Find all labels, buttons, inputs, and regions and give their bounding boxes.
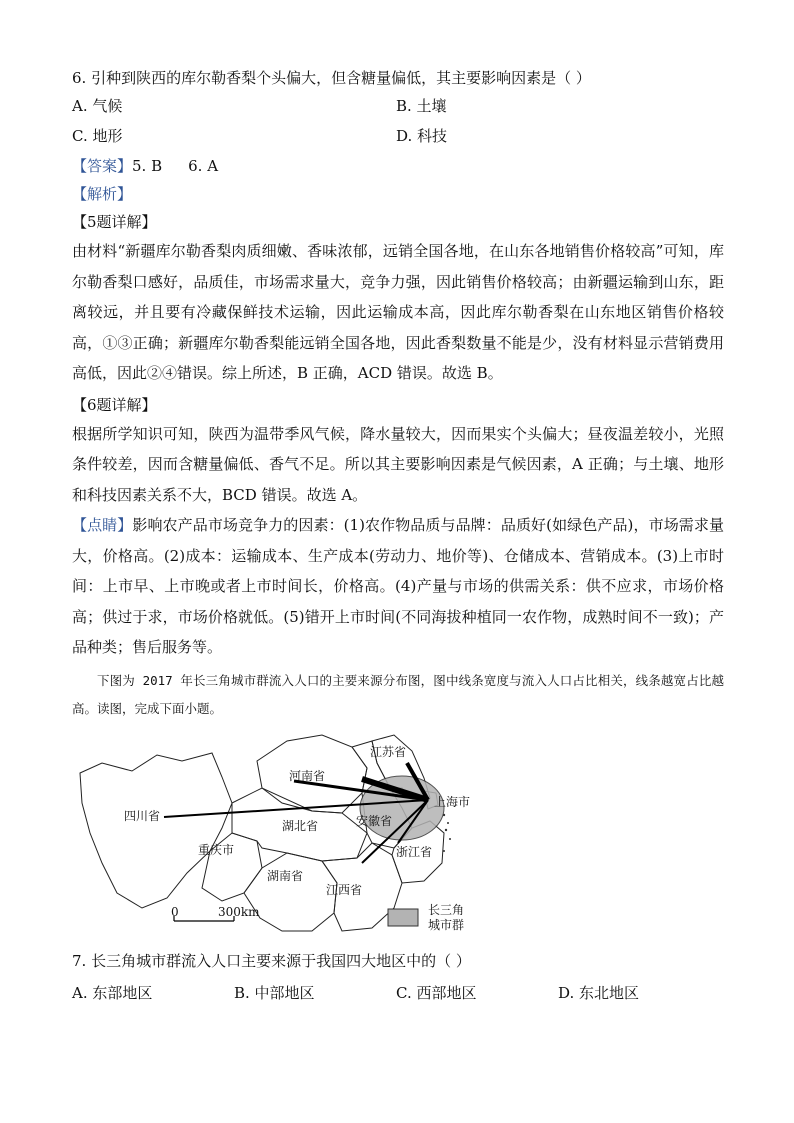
yangtze-delta-region: [360, 776, 444, 840]
q7-option-c: C. 西部地区: [396, 983, 477, 1002]
population-flow-map: [72, 733, 724, 933]
q5-detail-text: 由材料“新疆库尔勒香梨肉质细嫩、香味浓郁，远销全国各地，在山东各地销售价格较高”可知，库尔勒香梨口感好，品质佳，市场需求量大，竞争力强，因此销售价格较高；由新疆运输到山东，距离较远，并且要有冷藏保鲜技术运输，因此运输成本高，因此库尔勒香梨在山东地区销售价格较高，①③正确；新疆库尔勒香梨能远销全国各地，因此香梨数量不能是少，没有材料显示营销费用高低，因此②④错误。综上所述，B 正确，ACD 错误。故选 B。: [72, 242, 724, 382]
label-jiangxi: 江西省: [326, 882, 363, 897]
q6-stem: 6. 引种到陕西的库尔勒香梨个头偏大，但含糖量偏低，其主要影响因素是（ ）: [72, 69, 591, 87]
answer-tag: 【答案】: [72, 157, 133, 175]
legend-swatch: [388, 909, 418, 926]
label-hunan: 湖南省: [267, 868, 304, 883]
q6-detail-text: 根据所学知识可知，陕西为温带季风气候，降水量较大，因而果实个头偏大；昼夜温差较小，光照条件较差，因而含糖量偏低、香气不足。所以其主要影响因素是气候因素，A 正确；与土壤、地形和科技因素关系不大，BCD 错误。故选 A。: [72, 424, 724, 504]
label-henan: 河南省: [289, 768, 326, 783]
answer-6: 6. A: [188, 157, 219, 175]
answer-line: [72, 152, 724, 180]
label-jiangsu: 江苏省: [370, 744, 407, 759]
scale-length: 300km: [218, 904, 260, 919]
q7-option-d: D. 东北地区: [558, 983, 640, 1002]
analysis-tag: 【解析】: [72, 185, 133, 203]
q7-option-b: B. 中部地区: [234, 983, 315, 1002]
tip-tag: 【点睛】: [72, 516, 133, 534]
q6-option-c: C. 地形: [72, 127, 123, 145]
sichuan-region: [80, 753, 235, 908]
q6-detail-tag: 【6题详解】: [72, 395, 157, 414]
label-chongqing: 重庆市: [198, 842, 235, 857]
q6-options-row2: [72, 122, 724, 150]
hunan-region: [244, 853, 337, 931]
q6-option-b: B. 土壤: [396, 97, 447, 115]
label-shanghai: 上海市: [434, 794, 471, 809]
label-hubei: 湖北省: [282, 818, 319, 833]
q7-stem: 7. 长三角城市群流入人口主要来源于我国四大地区中的（ ）: [72, 951, 471, 970]
label-anhui: 安徽省: [356, 813, 393, 828]
tip-block: [72, 510, 724, 663]
q6-options-row1: [72, 92, 724, 120]
document-page: [72, 64, 724, 1007]
q6-option-d: D. 科技: [396, 127, 448, 145]
tip-text: 影响农产品市场竞争力的因素：(1)农作物品质与品牌：品质好(如绿色产品)，市场需求量大，价格高。(2)成本：运输成本、生产成本(劳动力、地价等)、仓储成本、营销成本。(3)上市时间：上市早、上市晚或者上市时间长，价格高。(4)产量与市场的供需关系：供不应求，市场价格高；供过于求，市场价格就低。(5)错开上市时间(不同海拔种植同一农作物，成熟时间不一致)；产品种类；售后服务等。: [72, 516, 724, 656]
map-graphic: [72, 733, 724, 933]
q7-option-a: A. 东部地区: [72, 983, 153, 1002]
legend-label-2: 城市群: [428, 917, 465, 932]
scale-zero: 0: [171, 904, 179, 919]
label-zhejiang: 浙江省: [396, 844, 433, 859]
legend-label-1: 长三角: [428, 902, 465, 917]
map-intro: 下图为 2017 年长三角城市群流入人口的主要来源分布图，图中线条宽度与流入人口占比相关，线条越宽占比越高。读图，完成下面小题。: [72, 672, 724, 716]
q6-option-a: A. 气候: [72, 97, 123, 115]
q7-options: [72, 979, 724, 1007]
q5-detail-tag: 【5题详解】: [72, 213, 157, 231]
answer-5: 5. B: [132, 157, 163, 175]
label-sichuan: 四川省: [124, 808, 161, 823]
